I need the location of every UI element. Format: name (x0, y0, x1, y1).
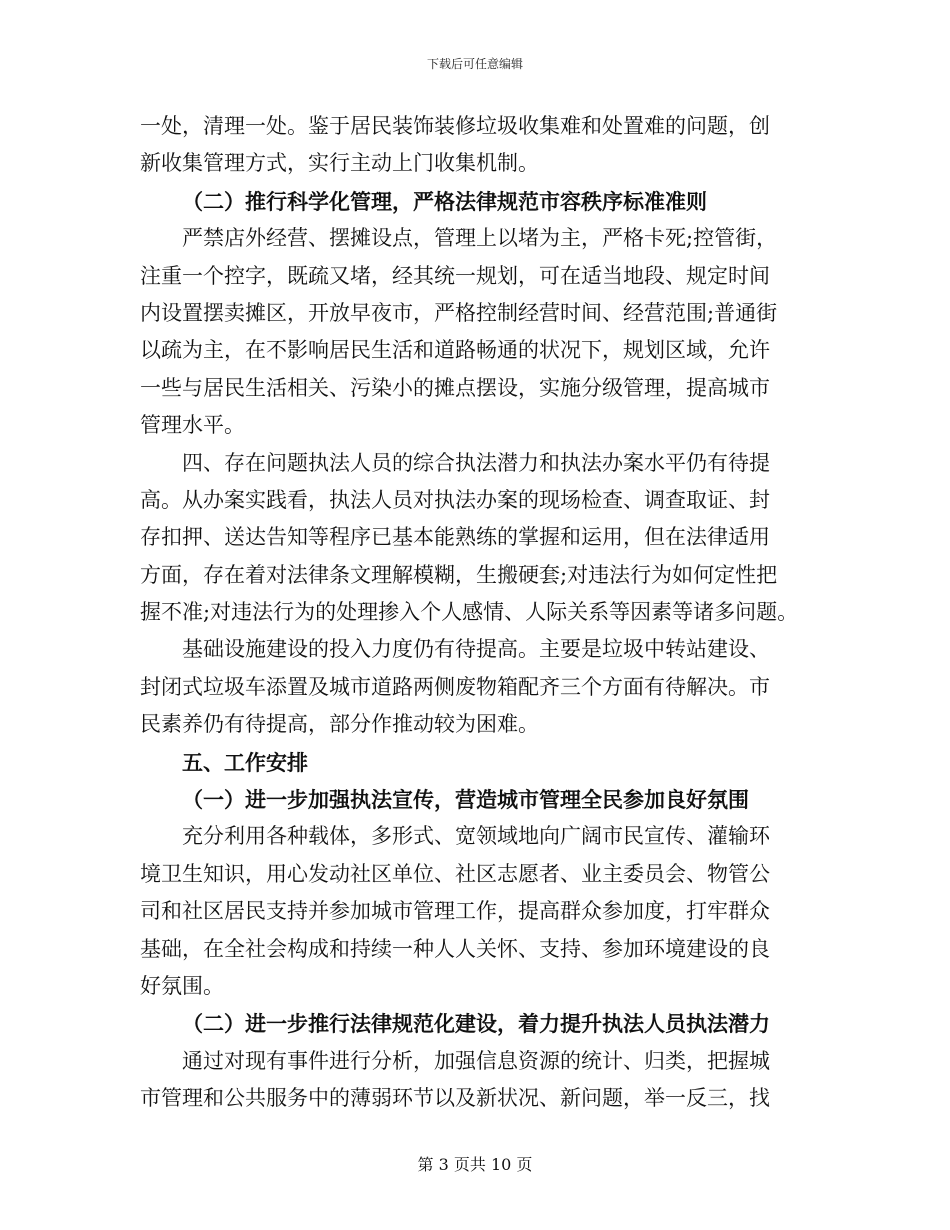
paragraph-line: 内设置摆卖摊区，开放早夜市，严格控制经营时间、经营范围;普通街 (140, 300, 778, 325)
paragraph-line: 境卫生知识，用心发动社区单位、社区志愿者、业主委员会、物管公 (140, 861, 770, 886)
paragraph-line: 管理水平。 (140, 413, 245, 438)
page-footer: 第 3 页共 10 页 (417, 1155, 533, 1174)
paragraph-line: 握不准;对违法行为的处理掺入个人感情、人际关系等因素等诸多问题。 (140, 600, 799, 625)
paragraph-line: 司和社区居民支持并参加城市管理工作，提高群众参加度，打牢群众 (140, 899, 770, 924)
document-body (140, 108, 810, 1118)
paragraph-line: 通过对现有事件进行分析，加强信息资源的统计、归类，把握城 (182, 1048, 770, 1073)
page-header: 下载后可任意编辑 (426, 57, 523, 71)
section-heading-line: （二）推行科学化管理，严格法律规范市容秩序标准准则 (182, 188, 707, 214)
paragraph-line: 基础，在全社会构成和持续一种人人关怀、支持、参加环境建设的良 (140, 936, 770, 961)
section-heading-line: （一）进一步加强执法宣传，营造城市管理全民参加良好氛围 (182, 787, 749, 813)
paragraph-line: 方面，存在着对法律条文理解模糊，生搬硬套;对违法行为如何定性把 (140, 562, 778, 587)
paragraph-line: 四、存在问题执法人员的综合执法潜力和执法办案水平仍有待提 (182, 450, 770, 475)
paragraph-line: 封闭式垃圾车添置及城市道路两侧废物箱配齐三个方面有待解决。市 (140, 674, 770, 699)
paragraph-line: 基础设施建设的投入力度仍有待提高。主要是垃圾中转站建设、 (182, 637, 770, 662)
paragraph-line: 好氛围。 (140, 973, 224, 998)
paragraph-line: 存扣押、送达告知等程序已基本能熟练的掌握和运用，但在法律适用 (140, 525, 770, 550)
paragraph-line: 一处，清理一处。鉴于居民装饰装修垃圾收集难和处置难的问题，创 (140, 114, 770, 138)
paragraph-line: 高。从办案实践看，执法人员对执法办案的现场检查、调查取证、封 (140, 487, 770, 512)
paragraph-line: 一些与居民生活相关、污染小的摊点摆设，实施分级管理，提高城市 (140, 375, 770, 400)
paragraph-line: 严禁店外经营、摆摊设点，管理上以堵为主，严格卡死;控管街， (182, 226, 778, 251)
paragraph-line: 注重一个控字，既疏又堵，经其统一规划，可在适当地段、规定时间 (140, 263, 770, 288)
section-heading-line: 五、工作安排 (182, 749, 308, 775)
paragraph-line: 新收集管理方式，实行主动上门收集机制。 (140, 151, 539, 176)
section-heading-line: （二）进一步推行法律规范化建设，着力提升执法人员执法潜力 (182, 1011, 770, 1037)
paragraph-line: 市管理和公共服务中的薄弱环节以及新状况、新问题，举一反三，找 (140, 1086, 770, 1111)
paragraph-line: 充分利用各种载体，多形式、宽领域地向广阔市民宣传、灌输环 (182, 824, 770, 849)
paragraph-line: 以疏为主，在不影响居民生活和道路畅通的状况下，规划区域，允许 (140, 338, 770, 363)
paragraph-line: 民素养仍有待提高，部分作推动较为困难。 (140, 712, 539, 737)
